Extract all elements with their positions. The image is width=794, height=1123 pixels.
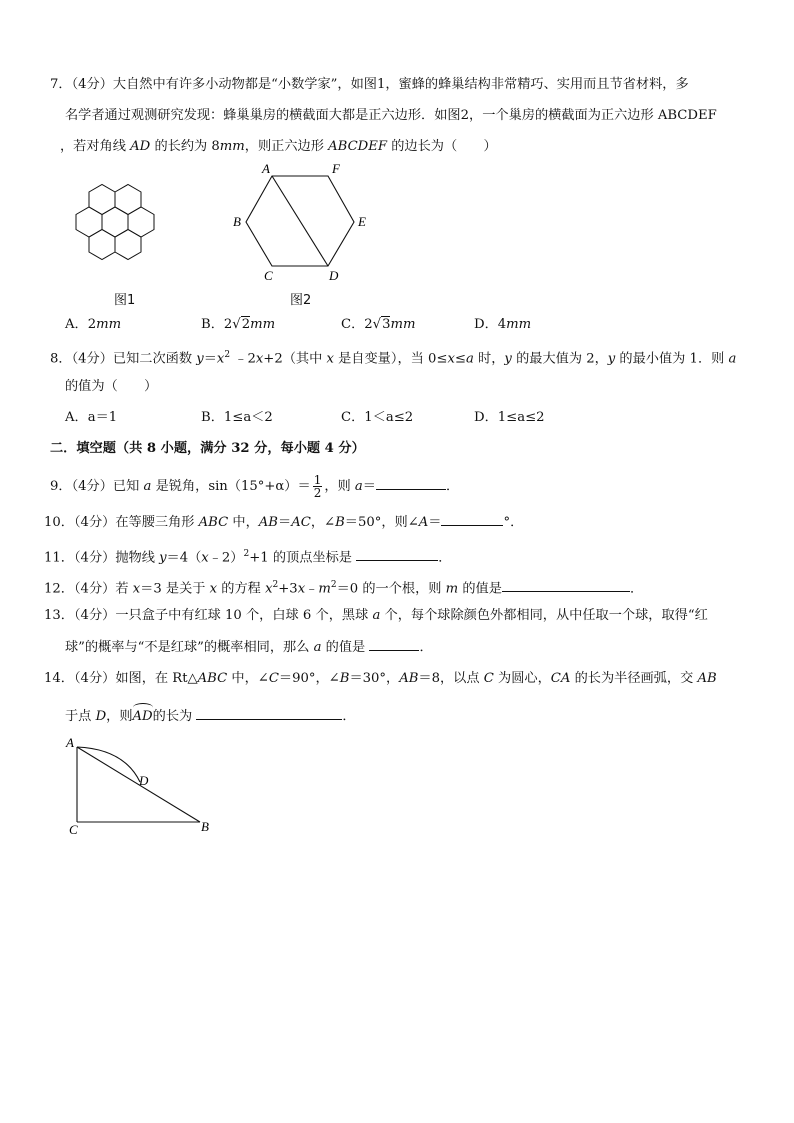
q8-option-b[interactable]: B．1≤a＜2 (201, 410, 273, 425)
honeycomb-cell (102, 207, 128, 237)
q8-option-a[interactable]: A．a＝1 (65, 410, 118, 425)
honeycomb-cell (115, 230, 141, 260)
q7-option-c[interactable]: C．2√3mm (341, 317, 416, 332)
q9-line: 9．（4分）已知 a 是锐角，sin（15°+α）＝ $\frac{1}{2}$ ，则 a＝ ． (50, 473, 460, 500)
label-d: D (139, 773, 149, 788)
q10-answer-blank[interactable] (441, 513, 503, 526)
section2-heading: 二．填空题（共 8 小题，满分 32 分，每小题 4 分） (50, 441, 365, 456)
q13-line1: 13．（4分）一只盒子中有红球 10 个，白球 6 个，黑球 a 个，每个球除颜色外都相同，从中任取一个球，取得“红 (44, 608, 708, 623)
q7-line3: ，若对角线 AD 的长约为 8mm，则正六边形 ABCDEF 的边长为（ ） (60, 139, 497, 154)
figure2-hexagon (230, 160, 380, 285)
honeycomb-cell (115, 185, 141, 215)
q11-line: 11．（4分）抛物线 y＝4（x﹣2）$^2$+1 的顶点坐标是 ． (44, 549, 452, 566)
figure2-caption: 图2 (290, 293, 312, 308)
diagonal-ad (272, 176, 328, 266)
q8-option-d[interactable]: D．1≤a≤2 (474, 410, 545, 425)
figure1-honeycomb (60, 172, 170, 272)
q12-answer-blank[interactable] (502, 579, 630, 592)
honeycomb-cell (76, 207, 102, 237)
q14-answer-blank[interactable] (196, 707, 342, 720)
honeycomb-cell (89, 185, 115, 215)
q13-line2: 球”的概率与“不是红球”的概率相同，那么 a 的值是 ． (65, 640, 433, 655)
q11-answer-blank[interactable] (356, 548, 438, 561)
q14-line2: 于点 D，则AD的长为 ． (65, 709, 356, 724)
label-a: A (66, 735, 74, 750)
honeycomb-cell (128, 207, 154, 237)
q10-line: 10．（4分）在等腰三角形 ABC 中，AB＝AC，∠B＝50°，则∠A＝ °． (44, 515, 524, 530)
label-a: A (262, 161, 270, 176)
q8-line1: 8．（4分）已知二次函数 $y=x^2$ ﹣2x+2（其中 x 是自变量），当 0≤x≤a 时，y 的最大值为 2，y 的最小值为 1．则 a (50, 350, 737, 367)
label-c: C (69, 822, 78, 837)
q9-fraction: $\frac{1}{2}$ (313, 473, 322, 500)
q12-line: 12．（4分）若 x＝3 是关于 x 的方程 $x^2+3x﹣m^2=0$ 的一个根，则 m 的值是 ． (44, 580, 644, 597)
figure-q14-triangle (60, 735, 220, 835)
q14-line1: 14．（4分）如图，在 Rt△ABC 中，∠C＝90°，∠B＝30°，AB＝8，以点 C 为圆心，CA 的长为半径画弧，交 AB (44, 671, 717, 686)
label-b: B (233, 214, 241, 229)
label-f: F (332, 161, 340, 176)
q7-option-b[interactable]: B．2√2mm (201, 317, 276, 332)
label-e: E (358, 214, 366, 229)
label-c: C (264, 268, 273, 283)
q13-answer-blank[interactable] (369, 638, 419, 651)
q7-option-d[interactable]: D．4mm (474, 317, 532, 332)
honeycomb-cell (89, 230, 115, 260)
label-b: B (201, 819, 209, 834)
label-d: D (329, 268, 339, 283)
q9-answer-blank[interactable] (376, 477, 446, 490)
q7-line2: 名学者通过观测研究发现：蜂巢巢房的横截面大都是正六边形．如图2，一个巢房的横截面为正六边形 ABCDEF (65, 108, 717, 123)
q7-option-a[interactable]: A．2mm (65, 317, 122, 332)
q7-line1: 7．（4分）大自然中有许多小动物都是“小数学家”，如图1，蜜蜂的蜂巢结构非常精巧、实用而且节省材料，多 (50, 77, 689, 92)
figure1-caption: 图1 (114, 293, 136, 308)
arc-ad-symbol: AD (132, 709, 153, 724)
q8-line2: 的值为（ ） (65, 379, 158, 394)
q8-option-c[interactable]: C．1＜a≤2 (341, 410, 414, 425)
